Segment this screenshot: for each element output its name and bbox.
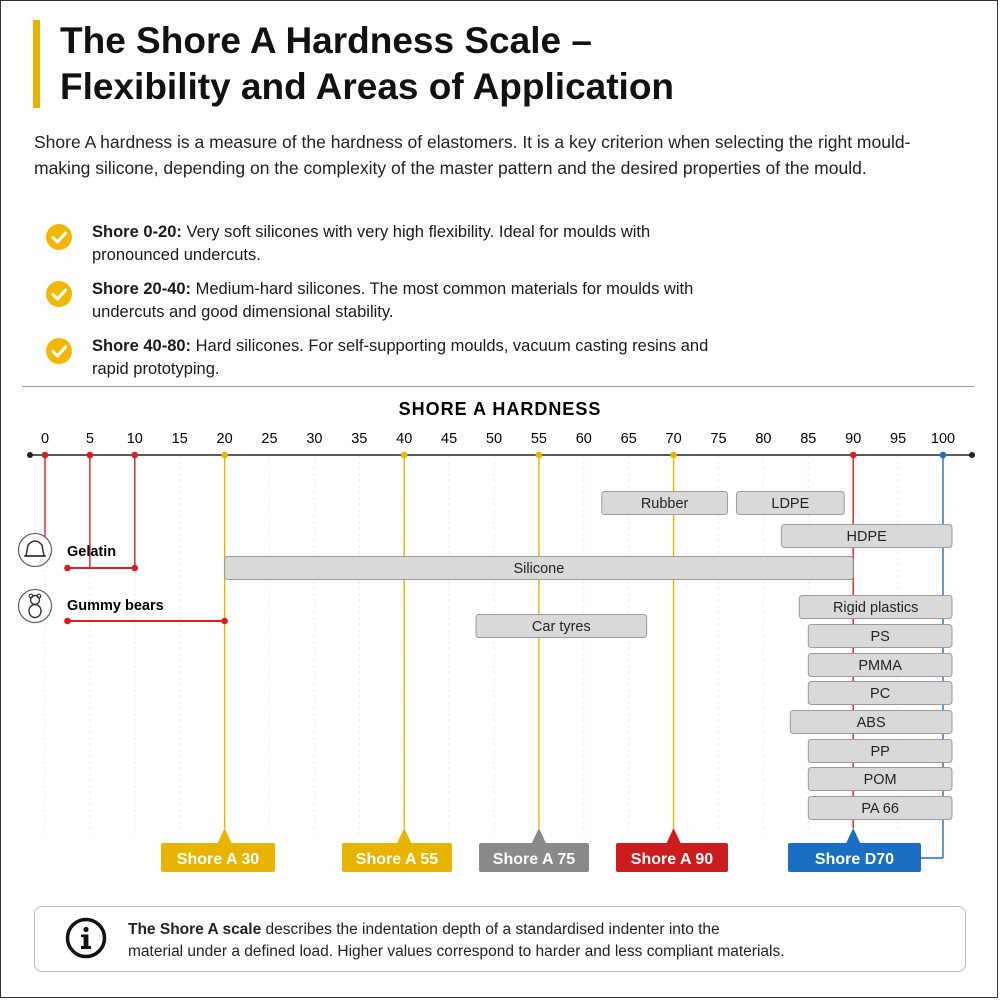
tick-label: 100 [930, 431, 956, 447]
marker-dot [42, 452, 49, 459]
axis-end-dot [27, 452, 33, 458]
bullet-label: Shore 20-40: [92, 280, 192, 298]
title-line-1: The Shore A Hardness Scale – [60, 20, 592, 61]
bullet-label: Shore 0-20: [92, 223, 182, 241]
tick-label: 20 [216, 431, 233, 447]
tick-label: 75 [710, 431, 727, 447]
info-icon [65, 917, 107, 959]
badge-pointer [397, 828, 411, 843]
marker-dot [132, 452, 139, 459]
range-label-rubber: Rubber [640, 496, 689, 512]
range-label-hdpe: HDPE [846, 529, 887, 545]
range-label-pmma: PMMA [858, 658, 902, 674]
tick-label: 70 [665, 431, 682, 447]
bullet-text-line1: Hard silicones. For self-supporting moulds, vacuum casting resins and [195, 337, 709, 355]
info-text-bold: The Shore A scale [128, 921, 262, 938]
bullet-label: Shore 40-80: [92, 337, 192, 355]
bullet-text-line1: Very soft silicones with very high flexibility. Ideal for moulds with [186, 223, 651, 241]
marker-dot [87, 452, 94, 459]
range-label-abs: ABS [856, 715, 886, 731]
icon-range-dot [64, 565, 71, 572]
gelatin-icon [19, 534, 52, 567]
tick-label: 35 [351, 431, 368, 447]
tick-label: 50 [485, 431, 503, 447]
tick-label: 95 [890, 431, 907, 447]
marker-dot [940, 452, 947, 459]
info-text [128, 919, 948, 963]
tick-label: 25 [261, 431, 278, 447]
tick-label: 15 [171, 431, 188, 447]
tick-label: 60 [575, 431, 592, 447]
bullet-text-line1: Medium-hard silicones. The most common materials for moulds with [195, 280, 694, 298]
marker-dot [401, 452, 408, 459]
range-label-pom: POM [863, 772, 897, 788]
icon-range-dot [64, 618, 71, 625]
marker-dot [536, 452, 543, 459]
tick-label: 30 [306, 431, 323, 447]
icon-range-label: Gummy bears [67, 598, 164, 614]
badge-label: Shore A 90 [630, 851, 714, 868]
icon-range-label: Gelatin [67, 544, 117, 560]
title-line-2: Flexibility and Areas of Application [60, 66, 675, 107]
badge-label: Shore A 75 [492, 851, 576, 868]
tick-label: 55 [530, 431, 547, 447]
bullet-text-line2: undercuts and good dimensional stability. [92, 303, 394, 321]
badge-label: Shore D70 [814, 851, 895, 868]
marker-dot [670, 452, 677, 459]
range-label-pp: PP [870, 744, 890, 760]
badge-pointer [846, 828, 860, 843]
tick-label: 5 [85, 431, 94, 447]
badge-label: Shore A 55 [355, 851, 439, 868]
range-label-rigid-plastics: Rigid plastics [832, 600, 919, 616]
range-label-ldpe: LDPE [771, 496, 810, 512]
axis-end-dot [969, 452, 975, 458]
range-label-silicone: Silicone [513, 561, 565, 577]
tick-label: 0 [40, 431, 50, 447]
bullet-text-line2: pronounced undercuts. [92, 246, 261, 264]
badge-label: Shore A 30 [176, 851, 260, 868]
tick-label: 45 [441, 431, 458, 447]
range-label-car-tyres: Car tyres [531, 619, 591, 635]
tick-label: 90 [845, 431, 862, 447]
range-label-pa-66: PA 66 [861, 801, 899, 817]
range-label-pc: PC [870, 686, 891, 702]
icon-range-dot [221, 618, 228, 625]
tick-label: 40 [396, 431, 413, 447]
tick-label: 85 [800, 431, 817, 447]
range-label-ps: PS [870, 629, 890, 645]
axis-title: SHORE A HARDNESS [398, 399, 602, 419]
badge-pointer [532, 828, 546, 843]
marker-dot [221, 452, 228, 459]
tick-label: 80 [755, 431, 772, 447]
tick-label: 65 [620, 431, 637, 447]
icon-range-dot [132, 565, 139, 572]
info-box [34, 906, 966, 972]
intro-paragraph: Shore A hardness is a measure of the hardness of elastomers. It is a key criterion when selecting the right mould-making silicone, depending on the complexity of the master pattern and the desired properties of the mould. [34, 132, 911, 178]
tick-label: 10 [126, 431, 143, 447]
info-text-line1: describes the indentation depth of a standardised indenter into the [265, 921, 720, 938]
info-text-line2: material under a defined load. Higher values correspond to harder and less compliant materials. [128, 943, 785, 960]
badge-pointer [218, 828, 232, 843]
bullet-text-line2: rapid prototyping. [92, 360, 220, 378]
marker-dot [850, 452, 857, 459]
badge-pointer [667, 828, 681, 843]
